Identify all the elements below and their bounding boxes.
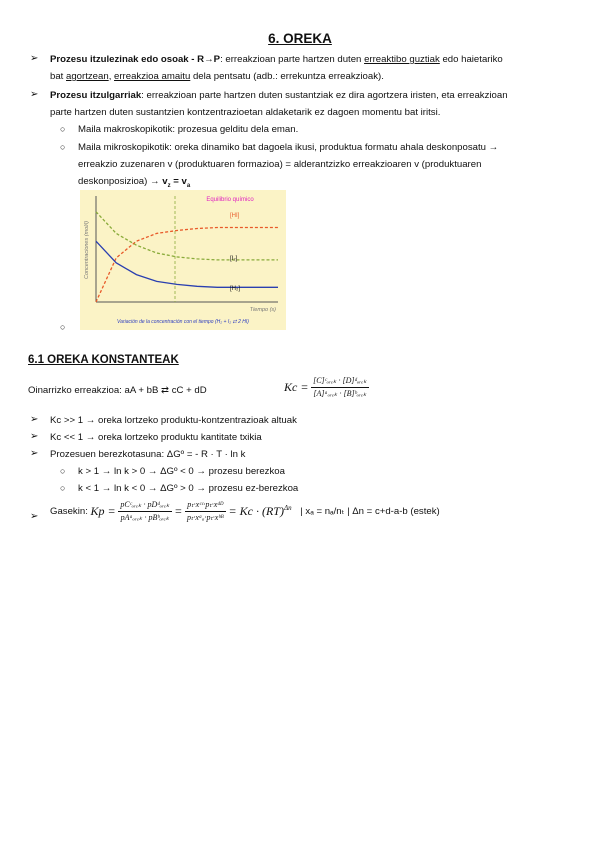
bullet-reversible-line2: parte hartzen duten sustantzien kontzentrazioetan aldaketarik ez dagoen momentu bat iritsi. xyxy=(50,107,441,118)
legend-hi: [HI] xyxy=(230,213,240,219)
irreversible-heading: Prozesu itzulezinak edo osoak - R→P xyxy=(50,54,221,65)
legend-i2: [I₂] xyxy=(230,256,238,262)
chart-svg xyxy=(80,190,286,330)
sub-bullet-circle: ○ xyxy=(60,466,66,476)
kc-formula: Kc = $\frac{\text{[C]ᶜₒᵣₑₖ · [D]ᵈₒᵣₑₖ}}{\text{[A]ᵃₒᵣₑₖ · [B]ᵇₒᵣₑₖ}}$ xyxy=(284,376,367,398)
sub-microscopic-line2: erreakzio zuzenaren v (produktuaren formazioa) = alderantzizko erreakzioaren v (produktuaren xyxy=(78,159,482,170)
section-heading: 6.1 OREKA KONSTANTEAK xyxy=(28,354,179,366)
bullet-arrow: ➢ xyxy=(30,414,39,425)
k-less: k < 1 → ln k < 0 → ΔGº > 0 → prozesu ez-berezkoa xyxy=(78,483,299,494)
sub-macroscopic: Maila makroskopikotik: prozesua gelditu dela eman. xyxy=(78,124,299,135)
chart-title: Equilibrio químico xyxy=(206,197,254,203)
page-title: 6. OREKA xyxy=(268,31,332,46)
kc-low: Kc << 1 → oreka lortzeko produktu kantitate txikia xyxy=(50,432,262,443)
gas-formula: Gasekin: Kp = $\frac{\text{pCᶜₒᵣₑₖ · pDᵈₒᵣₑₖ}}{\text{pAᵃₒᵣₑₖ · pBᵇₒᵣₑₖ}}$ = $\frac{\text{pₜ·xᶜᶜ·pₜ·xᵈᴰ}}{\text{pₜ·xᵃₐ·pₜ·xᵇᴮ}}$ = Kc · (RT)$^{\Delta n}$ | xₐ = nₐ/nₜ | Δn = c+d-a-b (estek) xyxy=(50,500,440,522)
sub-bullet-circle: ○ xyxy=(60,322,66,332)
sub-microscopic-line1: Maila mikroskopikotik: oreka dinamiko bat dagoela ikusi, produktua formatu ahala deskonposatu → xyxy=(78,142,499,153)
reversible-heading: Prozesu itzulgarriak xyxy=(50,90,142,101)
bullet-arrow: ➢ xyxy=(30,89,39,100)
sub-microscopic-line3: deskonposizioa) → $v_z = v_a$ xyxy=(78,176,191,189)
base-reaction: Oinarrizko erreakzioa: aA + bB ⇄ cC + dD xyxy=(28,385,207,396)
sub-bullet-circle: ○ xyxy=(60,142,66,152)
spontaneity: Prozesuen berezkotasuna: ΔGº = - R · T · ln k xyxy=(50,449,246,460)
legend-h2: [H₂] xyxy=(230,286,240,292)
bullet-reversible-line1: Prozesu itzulgarriak: erreakzioan parte hartzen duten sustantziak ez dira agortzera iristen, eta erreakzioan xyxy=(50,90,508,101)
y-axis-label: Concentraciones (mol/l) xyxy=(84,220,90,280)
k-greater: k > 1 → ln k > 0 → ΔGº < 0 → prozesu berezkoa xyxy=(78,466,285,477)
bullet-irreversible-line2: bat agortzean, erreakzioa amaitu dela pentsatu (adb.: errekuntza erreakzioak). xyxy=(50,71,384,82)
sub-bullet-circle: ○ xyxy=(60,124,66,134)
bullet-arrow: ➢ xyxy=(30,431,39,442)
x-axis-label: Tiempo (s) xyxy=(249,307,276,313)
bullet-arrow: ➢ xyxy=(30,511,39,522)
equilibrium-chart xyxy=(80,190,286,330)
bullet-arrow: ➢ xyxy=(30,53,39,64)
bullet-irreversible-line1: Prozesu itzulezinak edo osoak - R→P: erreakzioan parte hartzen duten erreaktibo guztiak edo haietariko xyxy=(50,54,503,65)
sub-bullet-circle: ○ xyxy=(60,483,66,493)
chart-caption: Variación de la concentración con el tiempo (H₂ + I₂ ⇄ 2 HI) xyxy=(117,319,249,325)
kc-high: Kc >> 1 → oreka lortzeko produktu-kontzentrazioak altuak xyxy=(50,415,297,426)
bullet-arrow: ➢ xyxy=(30,448,39,459)
underline-reactants: erreaktibo guztiak xyxy=(364,54,440,65)
